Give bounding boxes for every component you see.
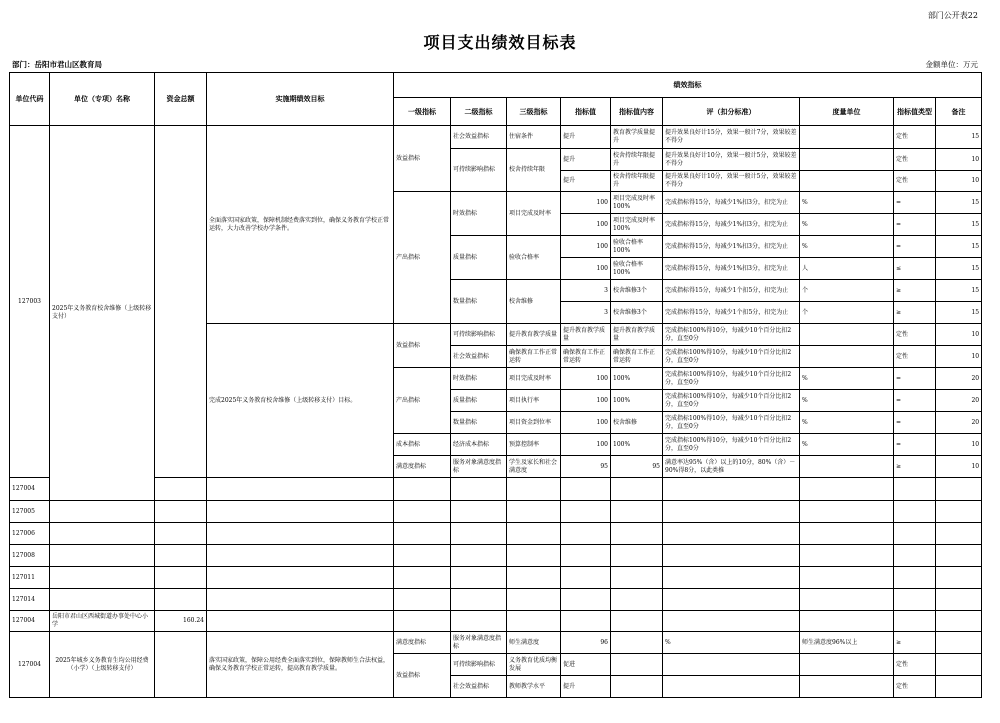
- project-name-cell: [50, 523, 155, 545]
- table-cell: [936, 567, 982, 589]
- criteria-cell: 提升效果良好计10分，效果一般计5分，效果较差不得分: [663, 149, 800, 171]
- unit-code-cell: 127014: [10, 589, 50, 611]
- note-cell: 10: [936, 434, 982, 456]
- content-cell: [611, 654, 663, 676]
- table-cell: [507, 611, 561, 632]
- amount-unit-label: 金额单位：万元: [925, 60, 978, 69]
- table-cell: [451, 501, 507, 523]
- value-cell: 提升: [561, 126, 611, 149]
- level2-cell: 时效指标: [451, 368, 507, 390]
- criteria-cell: 完成指标得15分，每减少1个扣5分，扣完为止: [663, 302, 800, 324]
- note-cell: [936, 632, 982, 654]
- level3-cell: 项目完成及时率: [507, 368, 561, 390]
- header-l2: 二级指标: [451, 98, 507, 126]
- table-cell: [611, 567, 663, 589]
- level3-cell: 验收合格率: [507, 236, 561, 280]
- criteria-cell: 完成指标100%得10分，每减少10个百分比扣2分，直至0分: [663, 434, 800, 456]
- table-cell: [611, 523, 663, 545]
- table-cell: [663, 523, 800, 545]
- project-name-cell: [50, 567, 155, 589]
- table-cell: [894, 501, 936, 523]
- content-cell: 验收合格率100%: [611, 236, 663, 258]
- table-cell: [507, 567, 561, 589]
- table-cell: [561, 478, 611, 501]
- table-row: [10, 545, 982, 567]
- header-row: [10, 73, 982, 98]
- header-goal: 实施期绩效目标: [207, 73, 394, 126]
- header-vtype: 指标值类型: [894, 98, 936, 126]
- table-cell: [663, 478, 800, 501]
- criteria-cell: 完成指标得15分，每减少1%扣3分，扣完为止: [663, 192, 800, 214]
- value-type-cell: ≥: [894, 302, 936, 324]
- department-label: 部门：岳阳市君山区教育局: [12, 60, 102, 69]
- note-cell: 10: [936, 171, 982, 192]
- table-cell: [663, 567, 800, 589]
- project-name-cell: [50, 589, 155, 611]
- value-cell: 提升: [561, 149, 611, 171]
- value-type-cell: 定性: [894, 149, 936, 171]
- table-cell: [611, 501, 663, 523]
- table-cell: [451, 523, 507, 545]
- measure-cell: %: [800, 214, 894, 236]
- criteria-cell: 完成指标100%得10分，每减少10个百分比扣2分，直至0分: [663, 346, 800, 368]
- criteria-cell: 完成指标得15分，每减少1%扣3分，扣完为止: [663, 258, 800, 280]
- level1-cell: 满意度指标: [394, 632, 451, 654]
- table-row: [10, 611, 982, 632]
- table-cell: [611, 478, 663, 501]
- header-perf: 绩效指标: [394, 73, 982, 98]
- level1-cell: 效益指标: [394, 654, 451, 698]
- content-cell: 确保教育工作正常运转: [611, 346, 663, 368]
- value-cell: 3: [561, 302, 611, 324]
- table-cell: [611, 611, 663, 632]
- note-cell: 15: [936, 214, 982, 236]
- note-cell: [936, 676, 982, 698]
- content-cell: 校舍维修3个: [611, 302, 663, 324]
- table-row: [10, 523, 982, 545]
- criteria-cell: 完成指标得15分，每减少1个扣5分，扣完为止: [663, 280, 800, 302]
- table-cell: [394, 567, 451, 589]
- level1-cell: 满意度指标: [394, 456, 451, 478]
- value-type-cell: =: [894, 214, 936, 236]
- table-cell: [155, 478, 207, 501]
- measure-cell: %: [800, 390, 894, 412]
- table-cell: [155, 501, 207, 523]
- level2-cell: 质量指标: [451, 390, 507, 412]
- table-cell: [936, 545, 982, 567]
- table-cell: [507, 589, 561, 611]
- header-unit-project: 单位（专项）名称: [50, 73, 155, 126]
- level2-cell: 经济成本指标: [451, 434, 507, 456]
- project-name-cell: 2025年城乡义务教育生均公用经费（小学）（上级转移支付）: [50, 632, 155, 698]
- table-cell: [394, 523, 451, 545]
- note-cell: 20: [936, 412, 982, 434]
- measure-cell: [800, 126, 894, 149]
- value-type-cell: ≤: [894, 258, 936, 280]
- value-type-cell: =: [894, 412, 936, 434]
- table-cell: [451, 589, 507, 611]
- table-row: [10, 632, 982, 654]
- project-name-cell: 2025年义务教育校舍维修（上级转移支付）: [50, 126, 155, 501]
- table-cell: [155, 523, 207, 545]
- level3-cell: 项目执行率: [507, 390, 561, 412]
- measure-cell: %: [800, 368, 894, 390]
- goal-cell: 完成2025年义务教育校舍维修（上级转移支付）目标。: [207, 324, 394, 478]
- content-cell: 95: [611, 456, 663, 478]
- table-cell: [451, 611, 507, 632]
- level2-cell: 数量指标: [451, 280, 507, 324]
- level3-cell: 项目完成及时率: [507, 192, 561, 236]
- value-type-cell: =: [894, 368, 936, 390]
- note-cell: 10: [936, 324, 982, 346]
- value-type-cell: 定性: [894, 654, 936, 676]
- table-cell: [663, 589, 800, 611]
- unit-code-cell: 127004: [10, 632, 50, 698]
- note-cell: 10: [936, 346, 982, 368]
- measure-cell: %: [800, 236, 894, 258]
- criteria-cell: %: [663, 632, 800, 654]
- table-cell: [394, 501, 451, 523]
- measure-cell: 师生满意度96%以上: [800, 632, 894, 654]
- level2-cell: 社会效益指标: [451, 676, 507, 698]
- table-cell: [155, 589, 207, 611]
- criteria-cell: 完成指标100%得10分，每减少10个百分比扣2分，直至0分: [663, 324, 800, 346]
- level3-cell: 项目资金到位率: [507, 412, 561, 434]
- value-cell: 100: [561, 236, 611, 258]
- note-cell: 15: [936, 302, 982, 324]
- value-cell: 100: [561, 368, 611, 390]
- value-cell: 提升教育教学质量: [561, 324, 611, 346]
- value-cell: 3: [561, 280, 611, 302]
- level3-cell: 师生满意度: [507, 632, 561, 654]
- value-type-cell: =: [894, 192, 936, 214]
- value-cell: 100: [561, 412, 611, 434]
- level3-cell: 校舍维修: [507, 280, 561, 324]
- unit-code-cell: 127003: [10, 126, 50, 478]
- value-cell: 提升: [561, 171, 611, 192]
- table-cell: [394, 611, 451, 632]
- table-cell: [155, 545, 207, 567]
- table-cell: [894, 478, 936, 501]
- content-cell: [611, 676, 663, 698]
- table-cell: [800, 523, 894, 545]
- table-cell: [800, 611, 894, 632]
- table-number: 部门公开表22: [927, 11, 978, 20]
- table-cell: [894, 589, 936, 611]
- value-type-cell: 定性: [894, 126, 936, 149]
- table-cell: [394, 545, 451, 567]
- measure-cell: [800, 346, 894, 368]
- level2-cell: 社会效益指标: [451, 346, 507, 368]
- measure-cell: [800, 171, 894, 192]
- table-cell: [936, 589, 982, 611]
- level3-cell: 校舍持续年限: [507, 149, 561, 192]
- criteria-cell: [663, 654, 800, 676]
- table-cell: [394, 589, 451, 611]
- note-cell: 15: [936, 192, 982, 214]
- header-total: 资金总额: [155, 73, 207, 126]
- value-type-cell: =: [894, 236, 936, 258]
- value-type-cell: 定性: [894, 324, 936, 346]
- level2-cell: 社会效益指标: [451, 126, 507, 149]
- project-name-cell: [50, 545, 155, 567]
- total-cell: [155, 126, 207, 478]
- table-cell: [936, 478, 982, 501]
- table-row: [10, 126, 982, 149]
- table-cell: [663, 545, 800, 567]
- value-type-cell: =: [894, 434, 936, 456]
- header-measure: 度量单位: [800, 98, 894, 126]
- table-cell: [207, 567, 394, 589]
- content-cell: 100%: [611, 368, 663, 390]
- unit-name-cell: 岳阳市君山区西城街道办事处中心小学: [50, 611, 155, 632]
- value-type-cell: 定性: [894, 346, 936, 368]
- note-cell: 20: [936, 368, 982, 390]
- value-cell: 100: [561, 192, 611, 214]
- table-cell: [894, 611, 936, 632]
- unit-code-cell: 127004: [10, 611, 50, 632]
- criteria-cell: 完成指标得15分，每减少1%扣3分，扣完为止: [663, 236, 800, 258]
- measure-cell: 人: [800, 258, 894, 280]
- table-cell: [800, 589, 894, 611]
- table-cell: [207, 478, 394, 501]
- goal-cell: 落实国家政策，保障公用经费全面落实到位，保障教师生合法权益，确保义务教育学校正常运转，提高教育教学质量。: [207, 632, 394, 698]
- criteria-cell: 完成指标得15分，每减少1%扣3分，扣完为止: [663, 214, 800, 236]
- table-cell: [507, 545, 561, 567]
- content-cell: 提升教育教学质量: [611, 324, 663, 346]
- table-cell: [663, 611, 800, 632]
- level1-cell: 产出指标: [394, 192, 451, 324]
- table-cell: [800, 567, 894, 589]
- table-cell: [561, 589, 611, 611]
- measure-cell: [800, 676, 894, 698]
- criteria-cell: [663, 676, 800, 698]
- table-cell: [894, 545, 936, 567]
- note-cell: 10: [936, 456, 982, 478]
- table-cell: [207, 523, 394, 545]
- measure-cell: 个: [800, 302, 894, 324]
- note-cell: 20: [936, 390, 982, 412]
- measure-cell: [800, 654, 894, 676]
- table-cell: [611, 589, 663, 611]
- unit-code-cell: 127006: [10, 523, 50, 545]
- measure-cell: %: [800, 412, 894, 434]
- table-cell: [800, 478, 894, 501]
- content-cell: 100%: [611, 434, 663, 456]
- table-cell: [207, 589, 394, 611]
- unit-code-cell: 127004: [10, 478, 50, 501]
- total-cell: [155, 632, 207, 698]
- level3-cell: 预算控制率: [507, 434, 561, 456]
- content-cell: 校舍维修: [611, 412, 663, 434]
- value-cell: 100: [561, 258, 611, 280]
- content-cell: 教育教学质量提升: [611, 126, 663, 149]
- value-cell: 100: [561, 434, 611, 456]
- table-cell: [507, 478, 561, 501]
- table-cell: [207, 501, 394, 523]
- measure-cell: [800, 456, 894, 478]
- table-row: [10, 567, 982, 589]
- table-cell: [894, 523, 936, 545]
- header-l1: 一级指标: [394, 98, 451, 126]
- measure-cell: 个: [800, 280, 894, 302]
- level1-cell: 效益指标: [394, 126, 451, 192]
- criteria-cell: 完成指标100%得10分，每减少10个百分比扣2分，直至0分: [663, 390, 800, 412]
- table-cell: [394, 478, 451, 501]
- criteria-cell: 提升效果良好计15分，效果一般计7分，效果较差不得分: [663, 126, 800, 149]
- header-unit-code: 单位代码: [10, 73, 50, 126]
- table-cell: [936, 523, 982, 545]
- header-val: 指标值: [561, 98, 611, 126]
- criteria-cell: 提升效果良好计10分，效果一般计5分，效果较差不得分: [663, 171, 800, 192]
- value-type-cell: ≥: [894, 456, 936, 478]
- header-criteria: 评（扣分标准）: [663, 98, 800, 126]
- level2-cell: 可持续影响指标: [451, 654, 507, 676]
- level2-cell: 服务对象满意度指标: [451, 632, 507, 654]
- content-cell: 项目完成及时率100%: [611, 214, 663, 236]
- value-cell: 确保教育工作正常运转: [561, 346, 611, 368]
- table-cell: [207, 545, 394, 567]
- table-cell: [611, 545, 663, 567]
- value-type-cell: ≥: [894, 280, 936, 302]
- level1-cell: 效益指标: [394, 324, 451, 368]
- table-cell: [936, 501, 982, 523]
- table-cell: [155, 567, 207, 589]
- value-cell: 95: [561, 456, 611, 478]
- header-note: 备注: [936, 98, 982, 126]
- note-cell: 15: [936, 258, 982, 280]
- table-cell: [800, 501, 894, 523]
- table-row: [10, 501, 982, 523]
- content-cell: 100%: [611, 390, 663, 412]
- content-cell: 验收合格率100%: [611, 258, 663, 280]
- goal-cell: 全面落实国家政策，保障机制经费落实到位，确保义务教育学校正常运转，大力改善学校办学条件。: [207, 126, 394, 324]
- measure-cell: [800, 324, 894, 346]
- table-cell: [894, 567, 936, 589]
- table-cell: [561, 501, 611, 523]
- value-type-cell: 定性: [894, 171, 936, 192]
- criteria-cell: 完成指标100%得10分，每减少10个百分比扣2分，直至0分: [663, 368, 800, 390]
- level1-cell: 成本指标: [394, 434, 451, 456]
- project-name-cell: [50, 501, 155, 523]
- note-cell: 15: [936, 126, 982, 149]
- total-cell: 160.24: [155, 611, 207, 632]
- unit-code-cell: 127008: [10, 545, 50, 567]
- value-type-cell: =: [894, 390, 936, 412]
- note-cell: 15: [936, 236, 982, 258]
- measure-cell: [800, 149, 894, 171]
- table-cell: [451, 478, 507, 501]
- unit-code-cell: 127005: [10, 501, 50, 523]
- value-cell: 100: [561, 214, 611, 236]
- measure-cell: %: [800, 434, 894, 456]
- page-title: 项目支出绩效目标表: [423, 33, 577, 52]
- table-cell: [507, 523, 561, 545]
- level2-cell: 可持续影响指标: [451, 324, 507, 346]
- level1-cell: 产出指标: [394, 368, 451, 434]
- table-cell: [561, 567, 611, 589]
- criteria-cell: 满意率达95%（含）以上的10分，80%（含）－90%得8分，以此类推: [663, 456, 800, 478]
- level2-cell: 数量指标: [451, 412, 507, 434]
- content-cell: [611, 632, 663, 654]
- content-cell: 校舍维修3个: [611, 280, 663, 302]
- content-cell: 校舍持续年限提升: [611, 149, 663, 171]
- content-cell: 项目完成及时率100%: [611, 192, 663, 214]
- level2-cell: 可持续影响指标: [451, 149, 507, 192]
- performance-table: [9, 72, 982, 698]
- criteria-cell: 完成指标100%得10分，每减少10个百分比扣2分，直至0分: [663, 412, 800, 434]
- measure-cell: %: [800, 192, 894, 214]
- table-row: [10, 478, 982, 501]
- content-cell: 校舍持续年限提升: [611, 171, 663, 192]
- level3-cell: 提升教育教学质量: [507, 324, 561, 346]
- table-cell: [451, 545, 507, 567]
- table-cell: [663, 501, 800, 523]
- value-cell: 提升: [561, 676, 611, 698]
- note-cell: 10: [936, 149, 982, 171]
- table-row: [10, 589, 982, 611]
- unit-code-cell: 127011: [10, 567, 50, 589]
- level3-cell: 住宿条件: [507, 126, 561, 149]
- header-l3: 三级指标: [507, 98, 561, 126]
- value-cell: 促进: [561, 654, 611, 676]
- level3-cell: 学生及家长和社会满意度: [507, 456, 561, 478]
- level3-cell: 确保教育工作正常运转: [507, 346, 561, 368]
- table-cell: [561, 523, 611, 545]
- level2-cell: 质量指标: [451, 236, 507, 280]
- level2-cell: 时效指标: [451, 192, 507, 236]
- level3-cell: 教师教学水平: [507, 676, 561, 698]
- table-cell: [507, 501, 561, 523]
- table-cell: [561, 545, 611, 567]
- table-cell: [936, 611, 982, 632]
- header-content: 指标值内容: [611, 98, 663, 126]
- value-cell: 96: [561, 632, 611, 654]
- table-cell: [451, 567, 507, 589]
- note-cell: 15: [936, 280, 982, 302]
- value-cell: 100: [561, 390, 611, 412]
- note-cell: [936, 654, 982, 676]
- level3-cell: 义务教育优质均衡发展: [507, 654, 561, 676]
- table-cell: [207, 611, 394, 632]
- value-type-cell: ≥: [894, 632, 936, 654]
- value-type-cell: 定性: [894, 676, 936, 698]
- table-cell: [561, 611, 611, 632]
- level2-cell: 服务对象满意度指标: [451, 456, 507, 478]
- table-cell: [800, 545, 894, 567]
